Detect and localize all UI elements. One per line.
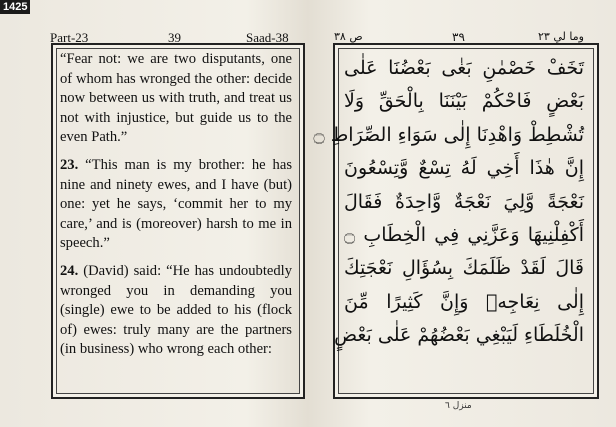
- left-header-page: 39: [168, 30, 181, 45]
- arabic-text: [313, 52, 584, 353]
- arabic-line: تَخَفْ خَصْمٰنِ بَغٰى بَعْضُنَا عَلٰى: [344, 57, 584, 79]
- right-page: [310, 0, 616, 427]
- verse-number: 23.: [60, 156, 79, 173]
- right-header-surah: ص ٣٨: [334, 30, 363, 43]
- arabic-line: تُشْطِطْ وَاهْدِنَا إِلٰى سَوَاءِ الصِّرَاطِ ۝: [313, 123, 584, 146]
- paragraph-22: [60, 50, 292, 148]
- arabic-line: إِلٰى نِعَاجِهٖ وَإِنَّ كَثِيرًا مِّنَ: [344, 290, 584, 313]
- left-header-surah: Saad-38: [246, 30, 289, 45]
- manzil-footer: منزل ٦: [445, 401, 472, 411]
- english-translation: [60, 50, 292, 368]
- paragraph-24: [60, 262, 292, 360]
- arabic-line: قَالَ لَقَدْ ظَلَمَكَ بِسُؤَالِ نَعْجَتِكَ: [344, 257, 584, 280]
- arabic-line: الْخُلَطَاءِ لَيَبْغِي بَعْضُهُمْ عَلٰى بَعْضٍ: [334, 324, 584, 347]
- arabic-line: أَكْفِلْنِيهَا وَعَزَّنِي فِي الْخِطَابِ ۝: [344, 224, 584, 247]
- paragraph-text: “This man is my brother: he has nine and ninety ewes, and I have (but) one: yet he says, ‘commit her to my care,’ and is (moreover) harsh to me in speech.”: [60, 156, 292, 252]
- scan-number: 1425: [0, 0, 30, 14]
- paragraph-text: (David) said: “He has undoubtedly wronged you in demanding you (single) ewe to be added to his (flock of) ewes: truly many are the partners (in business) who wrong each other:: [60, 262, 292, 358]
- verse-number: 24.: [60, 262, 79, 279]
- right-header-part: وما لي ٢٣: [538, 30, 584, 43]
- arabic-line: إِنَّ هٰذَا أَخِي لَهُ تِسْعٌ وَّتِسْعُونَ: [344, 157, 584, 180]
- right-header-page: ٣٩: [452, 30, 465, 44]
- arabic-line: نَعْجَةً وَّلِيَ نَعْجَةٌ وَّاحِدَةٌ فَقَالَ: [344, 190, 584, 213]
- arabic-line: بَعْضٍ فَاحْكُمْ بَيْنَنَا بِالْحَقِّ وَلَا: [344, 90, 584, 113]
- paragraph-text: “Fear not: we are two disputants, one of whom has wronged the other: decide now between us with truth, and treat us not with injustice, but guide us to the even Path.”: [60, 51, 292, 146]
- left-header-part: Part-23: [50, 30, 89, 45]
- left-page: [0, 0, 306, 427]
- paragraph-23: [60, 156, 292, 254]
